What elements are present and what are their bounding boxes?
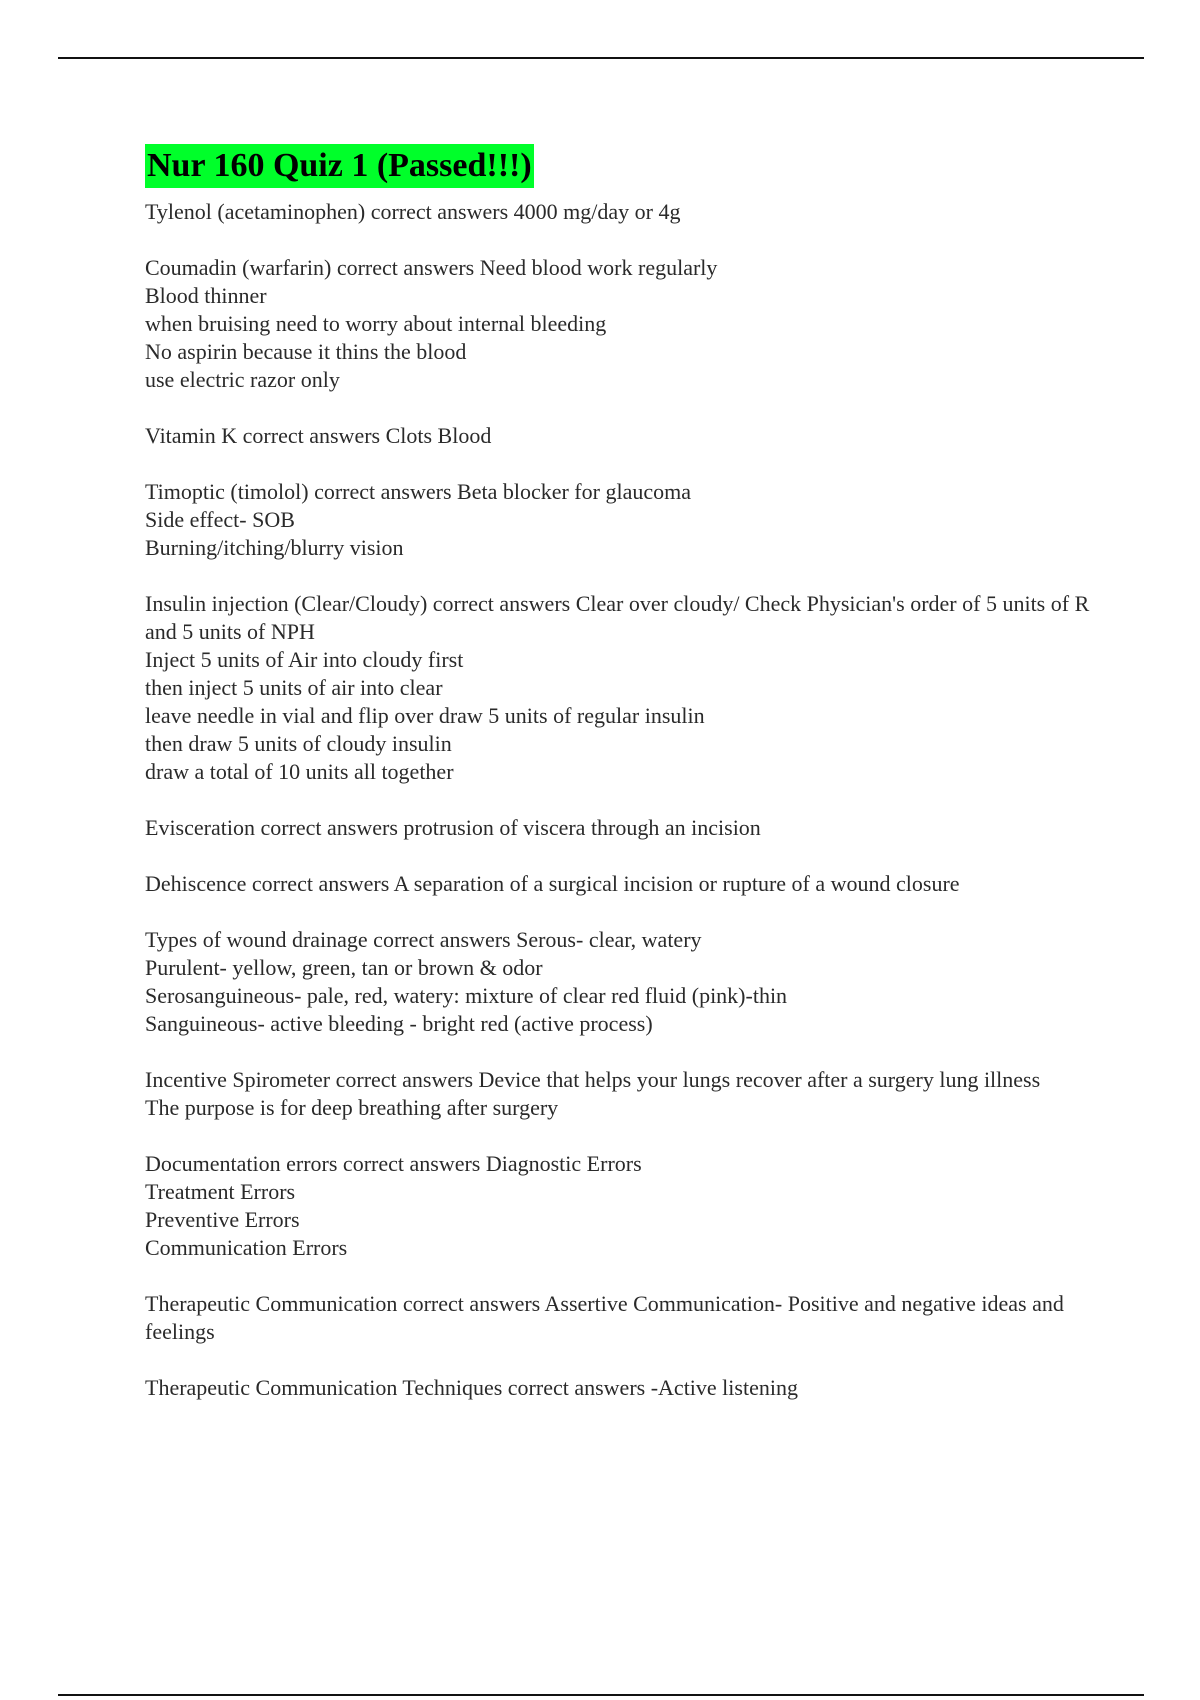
qa-question-line: Dehiscence correct answers A separation of a surgical incision or rupture of a wound closure [145,871,960,896]
qa-entry [145,1066,1095,1122]
qa-answer-line: Side effect- SOB [145,507,295,532]
qa-answer-line: Sanguineous- active bleeding - bright red (active process) [145,1011,653,1036]
qa-question-line: Therapeutic Communication Techniques correct answers -Active listening [145,1375,798,1400]
qa-entry [145,590,1095,786]
qa-answer-line: draw a total of 10 units all together [145,759,454,784]
qa-question-line: Evisceration correct answers protrusion of viscera through an incision [145,815,761,840]
bottom-rule [58,1694,1144,1696]
qa-entry [145,1150,1095,1262]
qa-answer-line: Preventive Errors [145,1207,300,1232]
qa-entry [145,814,1095,842]
qa-answer-line: Purulent- yellow, green, tan or brown & odor [145,955,543,980]
qa-answer-line: Blood thinner [145,283,267,308]
qa-entry [145,198,1095,226]
qa-answer-line: Communication Errors [145,1235,348,1260]
qa-entry [145,478,1095,562]
qa-question-line: Types of wound drainage correct answers Serous- clear, watery [145,927,702,952]
qa-answer-line: Treatment Errors [145,1179,296,1204]
qa-answer-line: Burning/itching/blurry vision [145,535,404,560]
qa-question-line: Tylenol (acetaminophen) correct answers 4000 mg/day or 4g [145,199,681,224]
qa-answer-line: The purpose is for deep breathing after surgery [145,1095,559,1120]
qa-list [145,198,1095,1402]
qa-answer-line: when bruising need to worry about internal bleeding [145,311,607,336]
qa-answer-line: then draw 5 units of cloudy insulin [145,731,452,756]
qa-answer-line: No aspirin because it thins the blood [145,339,467,364]
document-title: Nur 160 Quiz 1 (Passed!!!) [145,144,534,188]
qa-entry [145,1290,1095,1346]
qa-answer-line: Inject 5 units of Air into cloudy first [145,647,464,672]
qa-question-line: Coumadin (warfarin) correct answers Need blood work regularly [145,255,718,280]
qa-question-line: Documentation errors correct answers Diagnostic Errors [145,1151,642,1176]
qa-entry [145,926,1095,1038]
qa-answer-line: leave needle in vial and flip over draw 5 units of regular insulin [145,703,705,728]
qa-question-line: Incentive Spirometer correct answers Device that helps your lungs recover after a surgery lung illness [145,1067,1041,1092]
qa-entry [145,254,1095,394]
qa-answer-line: use electric razor only [145,367,340,392]
qa-entry [145,870,1095,898]
qa-entry [145,422,1095,450]
qa-entry [145,1374,1095,1402]
qa-question-line: Timoptic (timolol) correct answers Beta blocker for glaucoma [145,479,691,504]
document-body [145,144,1095,1430]
qa-question-line: Vitamin K correct answers Clots Blood [145,423,492,448]
qa-answer-line: then inject 5 units of air into clear [145,675,443,700]
qa-question-line: Insulin injection (Clear/Cloudy) correct answers Clear over cloudy/ Check Physician's order of 5 units of R and 5 units of NPH [145,591,1090,644]
qa-question-line: Therapeutic Communication correct answers Assertive Communication- Positive and negative ideas and feelings [145,1291,1064,1344]
qa-answer-line: Serosanguineous- pale, red, watery: mixture of clear red fluid (pink)-thin [145,983,788,1008]
top-rule [58,57,1144,59]
